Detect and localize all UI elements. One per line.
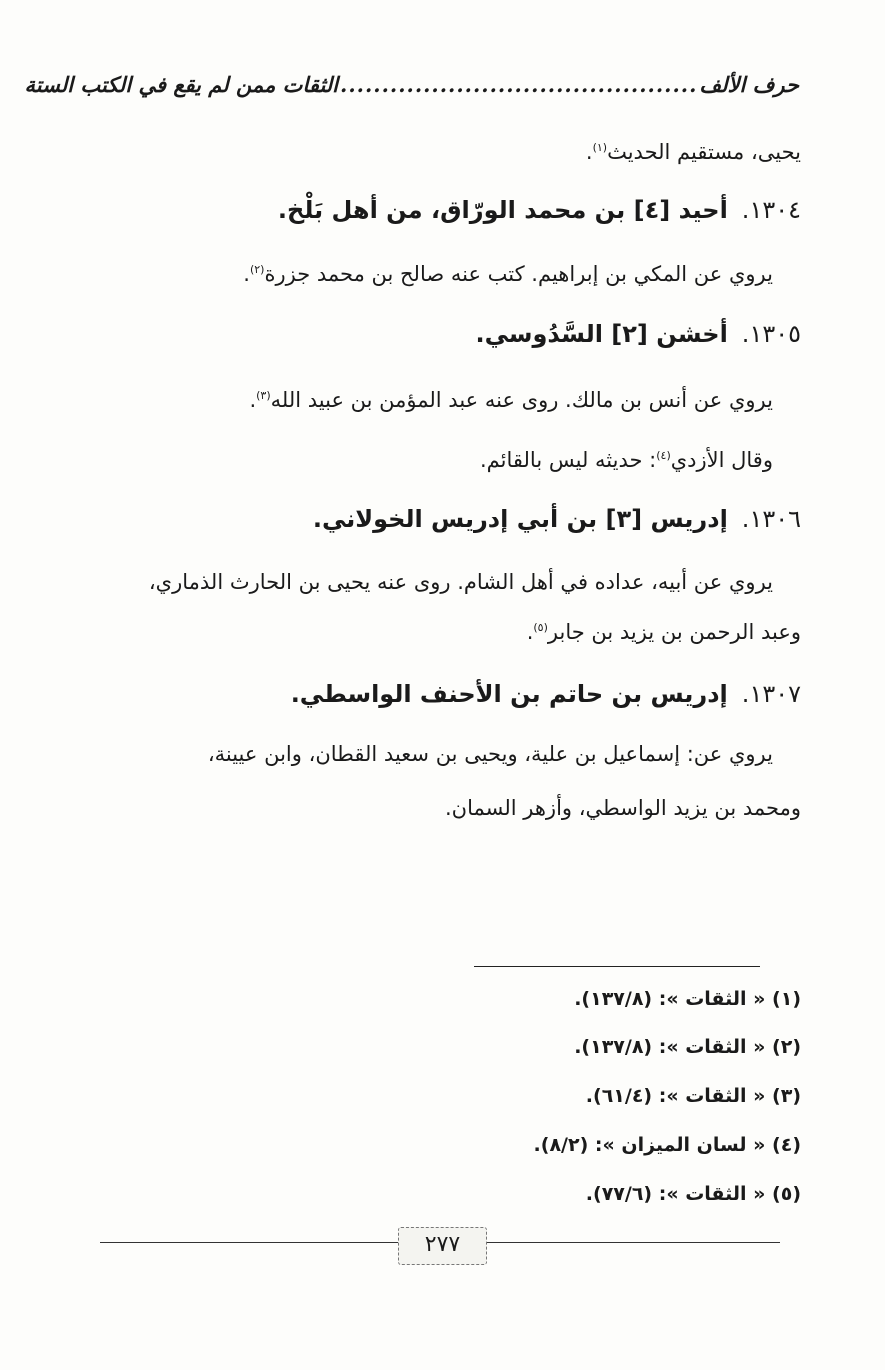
footnote: (٥) « الثقات »: (٧٧/٦). [585,1183,801,1205]
footer-rule-left [100,1242,398,1243]
header-book-title: الثقات ممن لم يقع في الكتب الستة [24,72,339,97]
text-line: يروي عن أنس بن مالك. روى عنه عبد المؤمن بن عبيد الله$^{(٣)}$. [249,388,773,412]
header-chapter: حرف الألف [699,72,799,97]
entry-number: ١٣٠٦. [741,505,801,533]
footnote: (١) « الثقات »: (١٣٧/٨). [574,988,801,1010]
text-line: وقال الأزدي$^{(٤)}$: حديثه ليس بالقائم. [480,448,773,472]
text-line: يحيى، مستقيم الحديث$^{(١)}$. [585,140,801,164]
entry-title: أخشن [٢] السَّدُوسي. [475,320,728,348]
entry-number: ١٣٠٧. [741,680,801,708]
text-line: ومحمد بن يزيد الواسطي، وأزهر السمان. [444,796,801,820]
running-header [24,72,799,97]
footnote: (٤) « لسان الميزان »: (٨/٢). [533,1134,801,1156]
entry-title: إدريس بن حاتم بن الأحنف الواسطي. [290,680,728,708]
entry-number: ١٣٠٥. [741,320,801,348]
text-line: وعبد الرحمن بن يزيد بن جابر$^{(٥)}$. [526,620,801,644]
footnote: (٢) « الثقات »: (١٣٧/٨). [574,1036,801,1058]
text-line: يروي عن المكي بن إبراهيم. كتب عنه صالح بن محمد جزرة$^{(٢)}$. [243,262,773,286]
footer-rule-right [485,1242,780,1243]
text-line: يروي عن: إسماعيل بن علية، ويحيى بن سعيد القطان، وابن عيينة، [207,742,773,766]
header-dots: ........................................... [340,72,698,97]
entry-number: ١٣٠٤. [741,196,801,224]
entry-heading [291,680,801,708]
entry-heading [313,505,801,533]
entry-heading [278,196,801,224]
page-number: ٢٧٧ [398,1227,487,1265]
text-line: يروي عن أبيه، عداده في أهل الشام. روى عنه يحيى بن الحارث الذماري، [148,570,773,594]
entry-title: إدريس [٣] بن أبي إدريس الخولاني. [312,505,728,533]
footnote: (٣) « الثقات »: (٦١/٤). [585,1085,801,1107]
footnote-separator [474,966,760,967]
entry-heading [476,320,802,348]
entry-title: أحيد [٤] بن محمد الورّاق، من أهل بَلْخ. [277,196,728,224]
